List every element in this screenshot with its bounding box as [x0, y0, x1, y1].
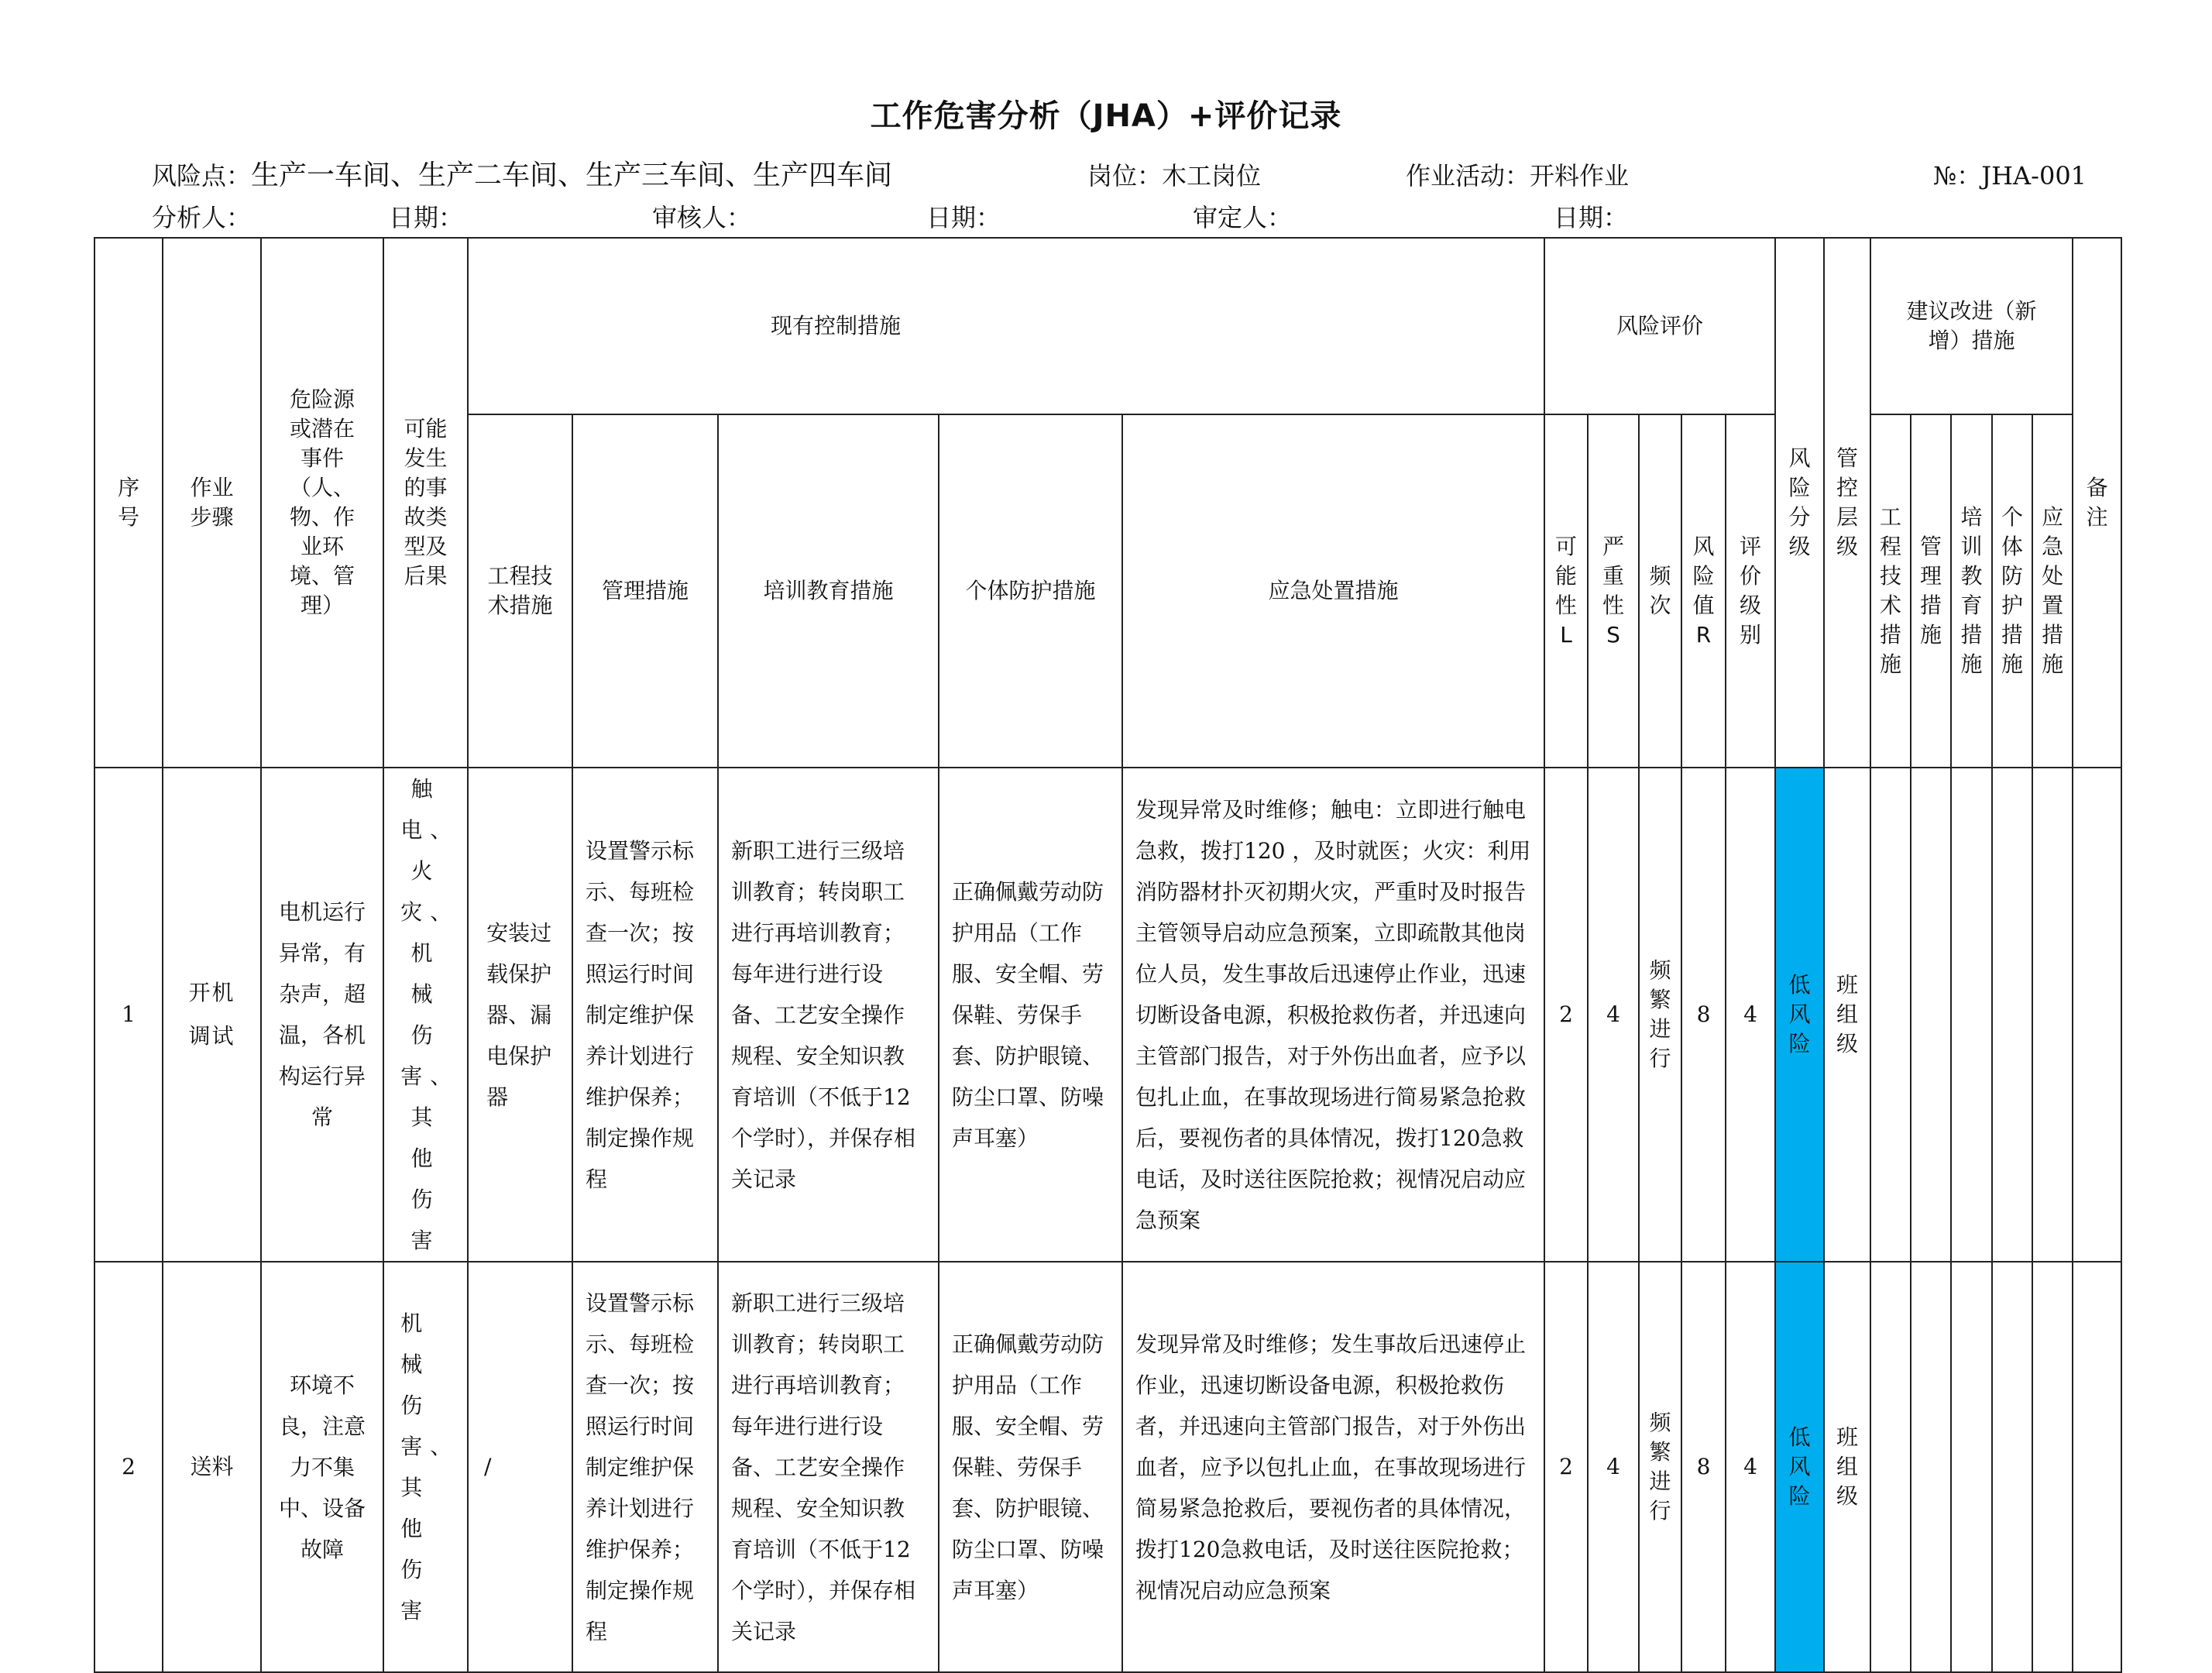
- header-training: 培训教育措施: [718, 414, 939, 768]
- header-s-management: 管理措施: [1911, 414, 1951, 768]
- header-frequency: 频次: [1639, 414, 1681, 768]
- header-hazard: 危险源或潜在事件（人、物、作业环境、管理）: [261, 238, 383, 768]
- position-value: 木工岗位: [1162, 161, 1262, 191]
- cell-engineering: /: [468, 1262, 572, 1672]
- header-ppe: 个体防护措施: [939, 414, 1122, 768]
- cell-s-engineering: [1870, 1262, 1911, 1672]
- header-accident: 可能发生的事故类型及后果: [383, 238, 468, 768]
- document-title: 工作危害分析（JHA）+评价记录: [870, 98, 1342, 134]
- header-s-ppe: 个体防护措施: [1992, 414, 2032, 768]
- approver-label: 审定人：: [1193, 203, 1293, 232]
- cell-likelihood: 2: [1544, 768, 1588, 1262]
- activity-field: [1406, 156, 1629, 192]
- cell-control-level: 班组级: [1824, 768, 1870, 1262]
- analyst-label: 分析人：: [152, 203, 252, 232]
- header-suggested: 建议改进（新增）措施: [1870, 238, 2073, 414]
- analysis-date-label: 日期：: [389, 203, 464, 232]
- cell-control-level: 班组级: [1824, 1262, 1870, 1672]
- cell-risk-value: 8: [1681, 768, 1726, 1262]
- header-eval-level: 评价级别: [1726, 414, 1775, 768]
- header-step: 作业步骤: [163, 238, 261, 768]
- cell-s-training: [1951, 1262, 1992, 1672]
- header-existing-controls: 现有控制措施: [468, 238, 1544, 414]
- cell-hazard: 电机运行异常，有杂声，超温，各机构运行异常: [261, 768, 383, 1262]
- cell-emergency: 发现异常及时维修；触电：立即进行触电急救，拨打120 ，及时就医；火灾：利用消防器材扑灭初期火灾，严重时及时报告主管领导启动应急预案，立即疏散其他岗位人员，发生事故后迅速停止作业，迅速切断设备电源，积极抢救伤者，并迅速向主管部门报告，对于外伤出血者，应予以包扎止血，在事故现场进行简易紧急抢救后，要视伤者的具体情况，拨打120急救电话，及时送往医院抢救；视情况启动应急预案: [1122, 768, 1544, 1262]
- cell-risk-class: 低风险: [1775, 768, 1824, 1262]
- header-engineering: 工程技术措施: [468, 414, 572, 768]
- risk-point-field: [152, 153, 892, 193]
- cell-s-ppe: [1992, 1262, 2032, 1672]
- cell-severity: 4: [1588, 768, 1639, 1262]
- cell-engineering: 安装过载保护器、漏电保护器: [468, 768, 572, 1262]
- cell-risk-value: 8: [1681, 1262, 1726, 1672]
- document-number-value: JHA-001: [1981, 161, 2087, 191]
- position-label: 岗位：: [1087, 161, 1163, 191]
- document-number-label: №：: [1933, 161, 1982, 191]
- cell-training: 新职工进行三级培训教育；转岗职工进行再培训教育；每年进行进行设备、工艺安全操作规程、安全知识教育培训（不低于12个学时），并保存相关记录: [718, 768, 939, 1262]
- cell-s-engineering: [1870, 768, 1911, 1262]
- cell-accident: 机械伤害、其他伤害: [383, 1262, 468, 1672]
- risk-point-value: 生产一车间、生产二车间、生产三车间、生产四车间: [251, 160, 893, 191]
- table-row: [94, 768, 2121, 1262]
- cell-training: 新职工进行三级培训教育；转岗职工进行再培训教育；每年进行进行设备、工艺安全操作规程、安全知识教育培训（不低于12个学时），并保存相关记录: [718, 1262, 939, 1672]
- risk-point-label: 风险点：: [152, 161, 252, 191]
- approval-date-label: 日期：: [1554, 203, 1629, 232]
- header-emergency: 应急处置措施: [1122, 414, 1544, 768]
- cell-frequency: 频繁进行: [1639, 768, 1681, 1262]
- header-risk-eval: 风险评价: [1544, 238, 1775, 414]
- cell-hazard: 环境不良，注意力不集中、设备故障: [261, 1262, 383, 1672]
- cell-ppe: 正确佩戴劳动防护用品（工作服、安全帽、劳保鞋、劳保手套、防护眼镜、防尘口罩、防噪声耳塞）: [939, 768, 1122, 1262]
- cell-accident: 触电、火灾、机械伤害、其他伤害: [383, 768, 468, 1262]
- cell-eval-level: 4: [1726, 768, 1775, 1262]
- cell-seq: 2: [94, 1262, 163, 1672]
- cell-step: 送料: [163, 1262, 261, 1672]
- header-s-engineering: 工程技术措施: [1870, 414, 1911, 768]
- header-s-training: 培训教育措施: [1951, 414, 1992, 768]
- header-severity: 严重性S: [1588, 414, 1639, 768]
- header-likelihood: 可能性L: [1544, 414, 1588, 768]
- cell-s-management: [1911, 768, 1951, 1262]
- table-row: [94, 1262, 2121, 1672]
- header-management: 管理措施: [572, 414, 718, 768]
- activity-label: 作业活动：: [1406, 161, 1530, 191]
- cell-management: 设置警示标示、每班检查一次；按照运行时间制定维护保养计划进行维护保养；制定操作规程: [572, 768, 718, 1262]
- cell-frequency: 频繁进行: [1639, 1262, 1681, 1672]
- cell-risk-class: 低风险: [1775, 1262, 1824, 1672]
- header-remarks: 备注: [2073, 238, 2121, 768]
- cell-eval-level: 4: [1726, 1262, 1775, 1672]
- position-field: [1087, 156, 1261, 192]
- header-risk-class: 风险分级: [1775, 238, 1824, 768]
- cell-severity: 4: [1588, 1262, 1639, 1672]
- cell-step: 开机调试: [163, 768, 261, 1262]
- header-s-emergency: 应急处置措施: [2032, 414, 2073, 768]
- review-date-label: 日期：: [926, 203, 1001, 232]
- cell-s-management: [1911, 1262, 1951, 1672]
- cell-emergency: 发现异常及时维修；发生事故后迅速停止作业，迅速切断设备电源，积极抢救伤者，并迅速向主管部门报告，对于外伤出血者，应予以包扎止血，在事故现场进行简易紧急抢救后，要视伤者的具体情况，拨打120急救电话，及时送往医院抢救；视情况启动应急预案: [1122, 1262, 1544, 1672]
- header-control-level: 管控层级: [1824, 238, 1870, 768]
- header-risk-value: 风险值R: [1681, 414, 1726, 768]
- jha-table: [94, 237, 2122, 1673]
- cell-s-training: [1951, 768, 1992, 1262]
- reviewer-label: 审核人：: [652, 203, 752, 232]
- document-number-field: [1933, 156, 2087, 192]
- cell-remarks: [2073, 768, 2121, 1262]
- cell-remarks: [2073, 1262, 2121, 1672]
- cell-likelihood: 2: [1544, 1262, 1588, 1672]
- cell-seq: 1: [94, 768, 163, 1262]
- cell-s-emergency: [2032, 768, 2073, 1262]
- activity-value: 开料作业: [1530, 161, 1630, 191]
- cell-ppe: 正确佩戴劳动防护用品（工作服、安全帽、劳保鞋、劳保手套、防护眼镜、防尘口罩、防噪声耳塞）: [939, 1262, 1122, 1672]
- cell-s-emergency: [2032, 1262, 2073, 1672]
- header-seq: 序号: [94, 238, 163, 768]
- cell-s-ppe: [1992, 768, 2032, 1262]
- cell-management: 设置警示标示、每班检查一次；按照运行时间制定维护保养计划进行维护保养；制定操作规程: [572, 1262, 718, 1672]
